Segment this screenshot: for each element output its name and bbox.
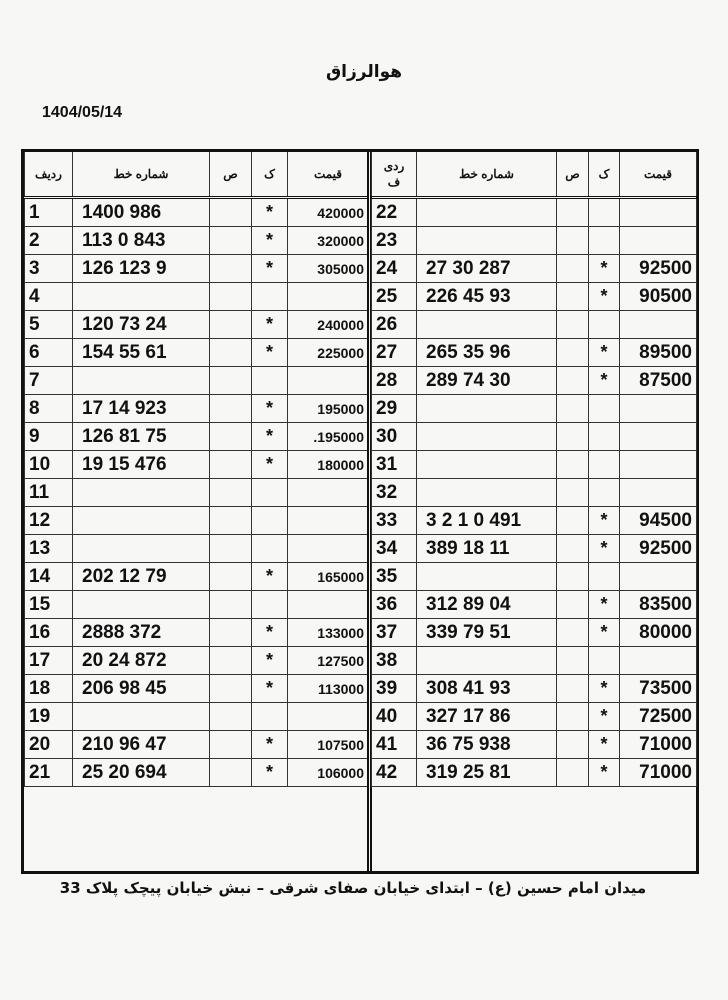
- price-cell: [620, 423, 697, 451]
- s-cell: [210, 759, 252, 787]
- k-cell: *: [252, 759, 288, 787]
- line-number-cell: 2888 372: [73, 619, 210, 647]
- line-number-cell: [417, 311, 557, 339]
- price-cell: [288, 591, 369, 619]
- line-number-cell: [73, 283, 210, 311]
- price-cell: [620, 198, 697, 227]
- table-row: [372, 395, 697, 423]
- line-number-cell: 17 14 923: [73, 395, 210, 423]
- price-cell: [288, 535, 369, 563]
- row-number-cell: 30: [372, 423, 417, 451]
- k-cell: *: [589, 675, 620, 703]
- row-number-cell: 11: [25, 479, 73, 507]
- table-row: [372, 283, 697, 311]
- k-cell: [252, 703, 288, 731]
- price-cell: 165000: [288, 563, 369, 591]
- table-row: [372, 339, 697, 367]
- k-cell: *: [589, 731, 620, 759]
- row-number-cell: 15: [25, 591, 73, 619]
- price-cell: 94500: [620, 507, 697, 535]
- line-number-cell: 154 55 61: [73, 339, 210, 367]
- k-cell: *: [589, 535, 620, 563]
- row-number-cell: 26: [372, 311, 417, 339]
- line-number-cell: [417, 479, 557, 507]
- price-cell: 240000: [288, 311, 369, 339]
- line-number-cell: 327 17 86: [417, 703, 557, 731]
- row-number-cell: 25: [372, 283, 417, 311]
- line-number-cell: 206 98 45: [73, 675, 210, 703]
- line-number-cell: 226 45 93: [417, 283, 557, 311]
- price-cell: 73500: [620, 675, 697, 703]
- k-cell: [589, 395, 620, 423]
- table-row: [372, 423, 697, 451]
- row-number-cell: 27: [372, 339, 417, 367]
- s-cell: [557, 311, 589, 339]
- table-row: [25, 395, 369, 423]
- row-number-cell: 33: [372, 507, 417, 535]
- k-cell: [589, 647, 620, 675]
- price-cell: [288, 283, 369, 311]
- page-title: هوالرزاق: [325, 62, 403, 82]
- line-number-cell: 319 25 81: [417, 759, 557, 787]
- row-number-cell: 36: [372, 591, 417, 619]
- line-number-cell: 265 35 96: [417, 339, 557, 367]
- s-cell: [557, 647, 589, 675]
- line-number-cell: 36 75 938: [417, 731, 557, 759]
- row-number-cell: 10: [25, 451, 73, 479]
- row-number-cell: 12: [25, 507, 73, 535]
- s-cell: [210, 311, 252, 339]
- price-cell: [620, 647, 697, 675]
- s-cell: [557, 759, 589, 787]
- k-cell: *: [252, 311, 288, 339]
- s-cell: [210, 227, 252, 255]
- row-number-cell: 14: [25, 563, 73, 591]
- s-cell: [557, 479, 589, 507]
- table-row: [25, 507, 369, 535]
- k-cell: *: [589, 703, 620, 731]
- line-number-cell: 126 81 75: [73, 423, 210, 451]
- price-cell: 89500: [620, 339, 697, 367]
- line-number-cell: 210 96 47: [73, 731, 210, 759]
- s-cell: [557, 395, 589, 423]
- s-cell: [210, 283, 252, 311]
- s-cell: [210, 255, 252, 283]
- table-row: [25, 675, 369, 703]
- s-cell: [557, 563, 589, 591]
- s-cell: [210, 703, 252, 731]
- row-number-cell: 16: [25, 619, 73, 647]
- s-cell: [210, 619, 252, 647]
- line-number-cell: [73, 367, 210, 395]
- row-number-cell: 17: [25, 647, 73, 675]
- price-cell: 225000: [288, 339, 369, 367]
- k-cell: *: [252, 339, 288, 367]
- table-row: [372, 731, 697, 759]
- s-cell: [557, 227, 589, 255]
- k-cell: *: [589, 619, 620, 647]
- s-cell: [557, 283, 589, 311]
- row-number-cell: 13: [25, 535, 73, 563]
- k-cell: [252, 367, 288, 395]
- table-row: [25, 283, 369, 311]
- row-number-cell: 37: [372, 619, 417, 647]
- row-number-cell: 29: [372, 395, 417, 423]
- line-number-cell: 120 73 24: [73, 311, 210, 339]
- s-cell: [557, 339, 589, 367]
- k-cell: *: [252, 675, 288, 703]
- table-row: [25, 311, 369, 339]
- price-cell: 420000: [288, 198, 369, 227]
- right-price-table: [371, 152, 697, 787]
- table-row: [372, 759, 697, 787]
- table-row: [372, 367, 697, 395]
- s-cell: [557, 535, 589, 563]
- row-number-cell: 8: [25, 395, 73, 423]
- k-cell: *: [589, 283, 620, 311]
- s-cell: [210, 591, 252, 619]
- s-cell: [557, 198, 589, 227]
- s-cell: [210, 479, 252, 507]
- table-row: [372, 591, 697, 619]
- line-number-cell: 202 12 79: [73, 563, 210, 591]
- k-cell: *: [589, 507, 620, 535]
- s-cell: [557, 507, 589, 535]
- k-cell: [252, 591, 288, 619]
- k-cell: *: [252, 227, 288, 255]
- table-row: [25, 647, 369, 675]
- price-cell: 90500: [620, 283, 697, 311]
- table-row: [372, 311, 697, 339]
- price-cell: .195000: [288, 423, 369, 451]
- price-cell: 87500: [620, 367, 697, 395]
- price-cell: [288, 703, 369, 731]
- s-cell: [210, 395, 252, 423]
- header-row-number: ردی ف: [372, 152, 417, 198]
- k-cell: *: [589, 339, 620, 367]
- table-row: [372, 647, 697, 675]
- price-list-frame: [21, 149, 699, 874]
- s-cell: [557, 367, 589, 395]
- s-cell: [210, 198, 252, 227]
- price-cell: [620, 311, 697, 339]
- table-row: [372, 479, 697, 507]
- table-row: [25, 731, 369, 759]
- price-cell: 106000: [288, 759, 369, 787]
- k-cell: *: [252, 255, 288, 283]
- s-cell: [210, 451, 252, 479]
- table-row: [372, 198, 697, 227]
- row-number-cell: 7: [25, 367, 73, 395]
- k-cell: *: [252, 198, 288, 227]
- line-number-cell: 312 89 04: [417, 591, 557, 619]
- price-cell: 133000: [288, 619, 369, 647]
- line-number-cell: [417, 647, 557, 675]
- row-number-cell: 2: [25, 227, 73, 255]
- price-cell: [620, 227, 697, 255]
- table-row: [25, 367, 369, 395]
- table-row: [25, 198, 369, 227]
- table-row: [372, 507, 697, 535]
- k-cell: [252, 283, 288, 311]
- line-number-cell: [73, 591, 210, 619]
- s-cell: [210, 507, 252, 535]
- line-number-cell: 19 15 476: [73, 451, 210, 479]
- price-cell: [620, 563, 697, 591]
- k-cell: [589, 451, 620, 479]
- price-cell: 195000: [288, 395, 369, 423]
- price-cell: 305000: [288, 255, 369, 283]
- k-cell: [252, 535, 288, 563]
- s-cell: [557, 675, 589, 703]
- table-row: [372, 703, 697, 731]
- table-row: [25, 227, 369, 255]
- k-cell: [252, 507, 288, 535]
- k-cell: [589, 227, 620, 255]
- header-s: ص: [557, 152, 589, 198]
- row-number-cell: 4: [25, 283, 73, 311]
- row-number-cell: 20: [25, 731, 73, 759]
- price-cell: 72500: [620, 703, 697, 731]
- row-number-cell: 21: [25, 759, 73, 787]
- row-number-cell: 38: [372, 647, 417, 675]
- header-line-number: شماره خط: [417, 152, 557, 198]
- s-cell: [210, 367, 252, 395]
- k-cell: [589, 563, 620, 591]
- s-cell: [210, 535, 252, 563]
- line-number-cell: 339 79 51: [417, 619, 557, 647]
- s-cell: [557, 619, 589, 647]
- row-number-cell: 3: [25, 255, 73, 283]
- row-number-cell: 40: [372, 703, 417, 731]
- table-row: [25, 339, 369, 367]
- k-cell: *: [252, 619, 288, 647]
- price-cell: 113000: [288, 675, 369, 703]
- header-price: قیمت: [288, 152, 369, 198]
- k-cell: *: [252, 395, 288, 423]
- row-number-cell: 41: [372, 731, 417, 759]
- header-row-number: ردیف: [25, 152, 73, 198]
- table-row: [372, 227, 697, 255]
- price-cell: 71000: [620, 731, 697, 759]
- line-number-cell: 113 0 843: [73, 227, 210, 255]
- table-row: [372, 255, 697, 283]
- k-cell: [589, 479, 620, 507]
- date-label: 1404/05/14: [42, 104, 123, 121]
- price-cell: 320000: [288, 227, 369, 255]
- left-table-header: [25, 152, 369, 198]
- price-cell: [288, 367, 369, 395]
- table-row: [25, 591, 369, 619]
- row-number-cell: 22: [372, 198, 417, 227]
- line-number-cell: [417, 423, 557, 451]
- line-number-cell: [73, 703, 210, 731]
- s-cell: [210, 339, 252, 367]
- table-row: [372, 563, 697, 591]
- table-row: [25, 255, 369, 283]
- line-number-cell: [417, 198, 557, 227]
- table-row: [25, 703, 369, 731]
- table-row: [372, 535, 697, 563]
- k-cell: *: [252, 563, 288, 591]
- price-cell: 107500: [288, 731, 369, 759]
- s-cell: [210, 423, 252, 451]
- k-cell: *: [252, 647, 288, 675]
- k-cell: *: [252, 731, 288, 759]
- line-number-cell: 1400 986: [73, 198, 210, 227]
- s-cell: [557, 451, 589, 479]
- left-price-table: [24, 152, 369, 787]
- price-cell: 71000: [620, 759, 697, 787]
- k-cell: [589, 311, 620, 339]
- s-cell: [210, 731, 252, 759]
- row-number-cell: 39: [372, 675, 417, 703]
- table-row: [25, 479, 369, 507]
- row-number-cell: 35: [372, 563, 417, 591]
- header-s: ص: [210, 152, 252, 198]
- row-number-cell: 28: [372, 367, 417, 395]
- k-cell: *: [589, 367, 620, 395]
- k-cell: [589, 423, 620, 451]
- line-number-cell: 25 20 694: [73, 759, 210, 787]
- table-row: [25, 535, 369, 563]
- table-row: [25, 451, 369, 479]
- row-number-cell: 42: [372, 759, 417, 787]
- k-cell: *: [589, 255, 620, 283]
- line-number-cell: [73, 535, 210, 563]
- row-number-cell: 32: [372, 479, 417, 507]
- line-number-cell: 3 2 1 0 491: [417, 507, 557, 535]
- line-number-cell: [417, 395, 557, 423]
- table-row: [372, 619, 697, 647]
- row-number-cell: 24: [372, 255, 417, 283]
- table-row: [372, 675, 697, 703]
- row-number-cell: 9: [25, 423, 73, 451]
- line-number-cell: [417, 227, 557, 255]
- line-number-cell: 27 30 287: [417, 255, 557, 283]
- k-cell: *: [252, 451, 288, 479]
- price-cell: [620, 479, 697, 507]
- address-footer: میدان امام حسین (ع) – ابتدای خیابان صفای شرقی – نبش خیابان پیچک پلاک 33: [59, 879, 647, 897]
- price-cell: 180000: [288, 451, 369, 479]
- price-cell: [620, 451, 697, 479]
- s-cell: [557, 423, 589, 451]
- k-cell: *: [589, 759, 620, 787]
- table-row: [25, 563, 369, 591]
- row-number-cell: 23: [372, 227, 417, 255]
- line-number-cell: 126 123 9: [73, 255, 210, 283]
- s-cell: [557, 591, 589, 619]
- s-cell: [210, 675, 252, 703]
- price-cell: 80000: [620, 619, 697, 647]
- table-row: [25, 423, 369, 451]
- k-cell: *: [252, 423, 288, 451]
- row-number-cell: 31: [372, 451, 417, 479]
- line-number-cell: 289 74 30: [417, 367, 557, 395]
- table-row: [372, 451, 697, 479]
- price-cell: 92500: [620, 255, 697, 283]
- s-cell: [210, 647, 252, 675]
- row-number-cell: 5: [25, 311, 73, 339]
- price-cell: [288, 479, 369, 507]
- s-cell: [210, 563, 252, 591]
- price-cell: [620, 395, 697, 423]
- k-cell: *: [589, 591, 620, 619]
- line-number-cell: 389 18 11: [417, 535, 557, 563]
- price-cell: [288, 507, 369, 535]
- header-k: ک: [589, 152, 620, 198]
- s-cell: [557, 703, 589, 731]
- header-line-number: شماره خط: [73, 152, 210, 198]
- row-number-cell: 34: [372, 535, 417, 563]
- row-number-cell: 6: [25, 339, 73, 367]
- right-table-header: [372, 152, 697, 198]
- line-number-cell: [73, 507, 210, 535]
- line-number-cell: [417, 451, 557, 479]
- header-price: قیمت: [620, 152, 697, 198]
- s-cell: [557, 731, 589, 759]
- price-cell: 83500: [620, 591, 697, 619]
- k-cell: [252, 479, 288, 507]
- table-row: [25, 759, 369, 787]
- table-row: [25, 619, 369, 647]
- header-k: ک: [252, 152, 288, 198]
- row-number-cell: 19: [25, 703, 73, 731]
- line-number-cell: 308 41 93: [417, 675, 557, 703]
- line-number-cell: 20 24 872: [73, 647, 210, 675]
- price-cell: 127500: [288, 647, 369, 675]
- row-number-cell: 1: [25, 198, 73, 227]
- price-cell: 92500: [620, 535, 697, 563]
- k-cell: [589, 198, 620, 227]
- line-number-cell: [417, 563, 557, 591]
- s-cell: [557, 255, 589, 283]
- row-number-cell: 18: [25, 675, 73, 703]
- line-number-cell: [73, 479, 210, 507]
